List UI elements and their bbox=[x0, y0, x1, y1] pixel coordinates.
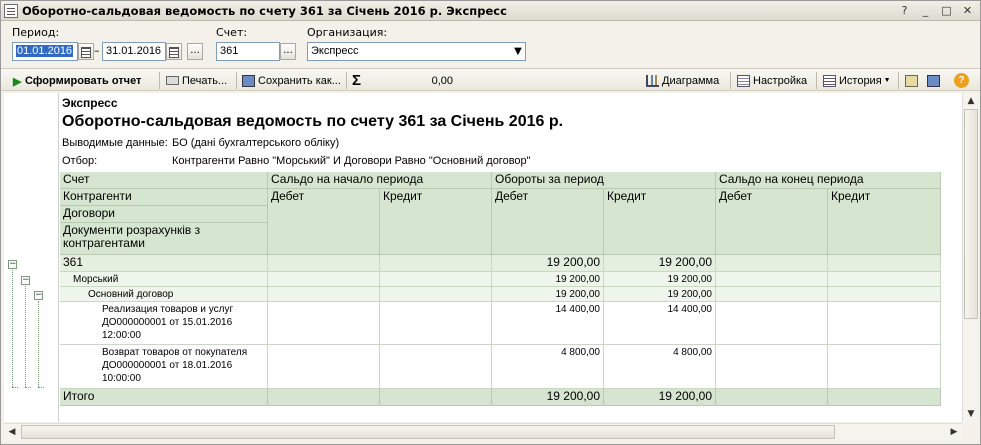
scroll-down-icon[interactable]: ▼ bbox=[967, 409, 975, 419]
cell-empty bbox=[268, 287, 380, 302]
scroll-thumb[interactable] bbox=[964, 109, 978, 319]
cell-empty bbox=[828, 272, 941, 287]
header-account: Счет bbox=[60, 172, 268, 189]
header-documents: Документи розрахунків з контрагентами bbox=[60, 223, 268, 255]
print-button[interactable]: Печать... bbox=[166, 72, 227, 89]
cell-empty bbox=[716, 287, 828, 302]
sum-value: 0,00 bbox=[431, 74, 453, 87]
cell-empty bbox=[716, 345, 828, 389]
cell-turnover-debit: 19 200,00 bbox=[492, 272, 604, 287]
collapse-icon[interactable]: − bbox=[35, 290, 43, 300]
cell-empty bbox=[268, 345, 380, 389]
account-label: Счет: bbox=[216, 26, 248, 39]
header-opening-credit: Кредит bbox=[380, 189, 492, 255]
cell-empty bbox=[716, 255, 828, 272]
table-row-document: Возврат товаров от покупателя ДО000000001 от 18.01.2016 10:00:00 bbox=[60, 345, 268, 389]
play-icon: ▶ bbox=[13, 75, 22, 88]
report-icon bbox=[4, 4, 18, 18]
collapse-icon[interactable]: − bbox=[22, 275, 30, 285]
export-icon[interactable] bbox=[905, 72, 921, 89]
scroll-right-icon[interactable]: ▶ bbox=[950, 427, 958, 437]
scroll-thumb[interactable] bbox=[21, 425, 835, 439]
header-opening-balance: Сальдо на начало периода bbox=[268, 172, 492, 189]
cell-empty bbox=[268, 302, 380, 345]
minimize-button[interactable]: _ bbox=[922, 4, 929, 17]
table-row-account: 361 bbox=[60, 255, 268, 272]
header-closing-debit: Дебет bbox=[716, 189, 828, 255]
total-label: Итого bbox=[60, 389, 268, 406]
calendar-from-icon[interactable] bbox=[78, 43, 94, 60]
chart-button[interactable]: Диаграмма bbox=[646, 72, 719, 89]
date-from-input[interactable]: 01.01.2016 bbox=[12, 42, 78, 61]
cell-empty bbox=[380, 272, 492, 287]
total-turnover-debit: 19 200,00 bbox=[492, 389, 604, 406]
table-row-contractor: Морський bbox=[60, 272, 268, 287]
output-data-label: Выводимые данные: bbox=[62, 137, 168, 149]
close-button[interactable]: ✕ bbox=[962, 4, 973, 17]
cell-empty bbox=[828, 287, 941, 302]
period-label: Период: bbox=[12, 26, 60, 39]
output-data-value: БО (дані бухгалтерського обліку) bbox=[172, 137, 340, 149]
header-contractors: Контрагенти bbox=[60, 189, 268, 206]
sum-icon: Σ bbox=[352, 72, 362, 89]
title-bar bbox=[1, 1, 980, 21]
table-row-document: Реализация товаров и услуг ДО000000001 от 15.01.2016 12:00:00 bbox=[60, 302, 268, 345]
cell-empty bbox=[828, 345, 941, 389]
cell-turnover-debit: 14 400,00 bbox=[492, 302, 604, 345]
cell-empty bbox=[828, 302, 941, 345]
filter-label: Отбор: bbox=[62, 155, 98, 167]
cell-empty bbox=[268, 272, 380, 287]
header-closing-balance: Сальдо на конец периода bbox=[716, 172, 941, 189]
settings-icon bbox=[737, 75, 750, 87]
date-to-input[interactable]: 31.01.2016 bbox=[102, 42, 166, 61]
header-contracts: Договори bbox=[60, 206, 268, 223]
cell-empty bbox=[828, 389, 941, 406]
header-opening-debit: Дебет bbox=[268, 189, 380, 255]
chevron-down-icon: ▼ bbox=[883, 77, 891, 84]
cell-turnover-credit: 19 200,00 bbox=[604, 272, 716, 287]
cell-turnover-credit: 19 200,00 bbox=[604, 287, 716, 302]
filter-value: Контрагенти Равно "Морський" И Договори Равно "Основний договор" bbox=[172, 155, 531, 167]
cell-empty bbox=[716, 389, 828, 406]
cell-empty bbox=[268, 255, 380, 272]
maximize-button[interactable]: □ bbox=[941, 4, 952, 17]
cell-turnover-debit: 19 200,00 bbox=[492, 287, 604, 302]
generate-report-button[interactable]: ▶ Сформировать отчет bbox=[13, 74, 142, 88]
header-turnover-debit: Дебет bbox=[492, 189, 604, 255]
history-button[interactable]: История ▼ bbox=[823, 72, 891, 89]
cell-empty bbox=[268, 389, 380, 406]
cell-empty bbox=[828, 255, 941, 272]
cell-turnover-credit: 19 200,00 bbox=[604, 255, 716, 272]
chevron-down-icon[interactable]: ▼ bbox=[514, 46, 522, 57]
cell-empty bbox=[380, 302, 492, 345]
help-icon[interactable]: ? bbox=[901, 4, 908, 17]
help-icon[interactable]: ? bbox=[954, 73, 969, 88]
save-settings-icon[interactable] bbox=[927, 72, 943, 89]
report-org: Экспресс bbox=[62, 96, 118, 110]
cell-empty bbox=[716, 302, 828, 345]
date-separator: – bbox=[94, 44, 100, 57]
cell-turnover-credit: 14 400,00 bbox=[604, 302, 716, 345]
scroll-left-icon[interactable]: ◀ bbox=[8, 427, 16, 437]
report-title: Оборотно-сальдовая ведомость по счету 361 за Січень 2016 р. bbox=[62, 113, 564, 130]
cell-empty bbox=[380, 255, 492, 272]
period-select-button[interactable]: ... bbox=[187, 43, 203, 60]
header-turnover-credit: Кредит bbox=[604, 189, 716, 255]
toolbar bbox=[1, 68, 980, 91]
org-select[interactable]: Экспресс bbox=[307, 42, 526, 61]
save-as-button[interactable]: Сохранить как... bbox=[242, 72, 341, 89]
vertical-scrollbar[interactable] bbox=[962, 93, 979, 422]
header-turnover: Обороты за период bbox=[492, 172, 716, 189]
header-closing-credit: Кредит bbox=[828, 189, 941, 255]
total-turnover-credit: 19 200,00 bbox=[604, 389, 716, 406]
cell-empty bbox=[716, 272, 828, 287]
chart-icon bbox=[646, 75, 659, 87]
cell-turnover-credit: 4 800,00 bbox=[604, 345, 716, 389]
history-icon bbox=[823, 75, 836, 87]
cell-empty bbox=[380, 389, 492, 406]
table-row-contract: Основний договор bbox=[60, 287, 268, 302]
settings-button[interactable]: Настройка bbox=[737, 72, 807, 89]
cell-turnover-debit: 4 800,00 bbox=[492, 345, 604, 389]
account-select-button[interactable]: ... bbox=[280, 43, 296, 60]
horizontal-scrollbar[interactable] bbox=[4, 423, 962, 440]
floppy-icon bbox=[242, 75, 255, 87]
report-spreadsheet[interactable] bbox=[4, 93, 962, 422]
scroll-up-icon[interactable]: ▲ bbox=[967, 96, 975, 106]
cell-turnover-debit: 19 200,00 bbox=[492, 255, 604, 272]
calendar-to-icon[interactable] bbox=[166, 43, 182, 60]
filter-panel bbox=[1, 22, 980, 66]
cell-empty bbox=[380, 287, 492, 302]
account-input[interactable]: 361 bbox=[216, 42, 280, 61]
printer-icon bbox=[166, 76, 179, 85]
org-label: Организация: bbox=[307, 26, 388, 39]
cell-empty bbox=[380, 345, 492, 389]
window-title: Оборотно-сальдовая ведомость по счету 361 за Січень 2016 р. Экспресс bbox=[22, 3, 507, 18]
collapse-icon[interactable]: − bbox=[9, 259, 17, 269]
